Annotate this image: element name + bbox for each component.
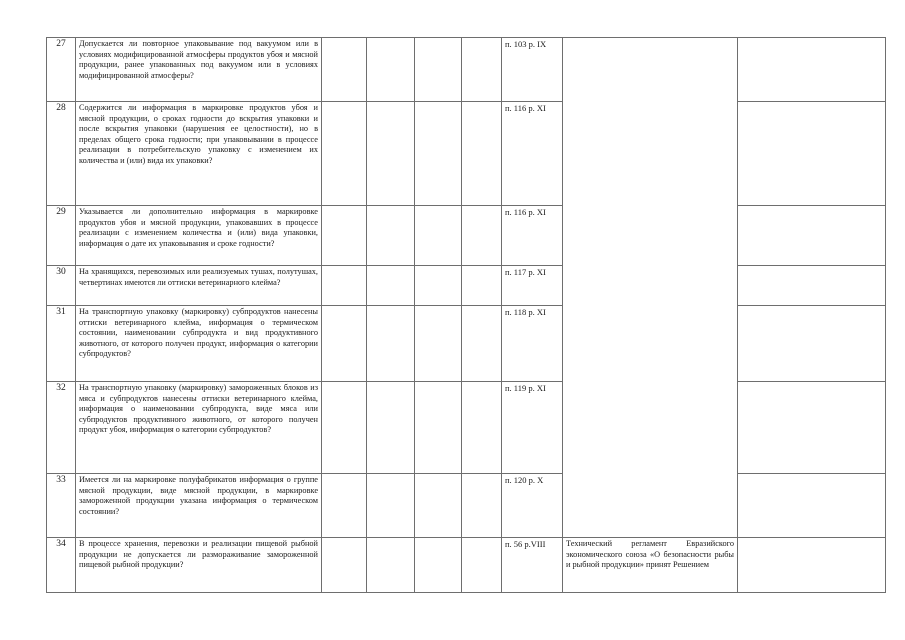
answer-na-cell — [415, 266, 462, 306]
question-text: Указывается ли дополнительно информация в маркировке продуктов убоя и мясной продукции, упаковавших в процессе реализации с изменением количества и (или) вида упаковки, информация о дате их упаковывания и сроке годности? — [76, 206, 322, 266]
table-row — [47, 306, 886, 382]
question-text: Допускается ли повторное упаковывание под вакуумом или в условиях модифицированной атмосферы продуктов убоя и мясной продукции, ранее упакованных под вакуумом или в условиях модифицированной атмосферы? — [76, 38, 322, 102]
answer-no-cell — [367, 102, 415, 206]
answer-extra-cell — [462, 382, 502, 474]
note-cell — [738, 382, 886, 474]
question-text: Имеется ли на маркировке полуфабрикатов информация о группе мясной продукции, виде мясной продукции, в маркировке замороженной продукции указана информация о термическом состоянии? — [76, 474, 322, 538]
table-row — [47, 38, 886, 102]
answer-extra-cell — [462, 266, 502, 306]
row-number: 34 — [47, 538, 76, 593]
reference-clause: п. 103 р. IX — [502, 38, 563, 102]
answer-extra-cell — [462, 538, 502, 593]
answer-na-cell — [415, 38, 462, 102]
reference-clause: п. 119 р. XI — [502, 382, 563, 474]
note-cell — [738, 538, 886, 593]
row-number: 28 — [47, 102, 76, 206]
table-row — [47, 382, 886, 474]
table-row — [47, 206, 886, 266]
row-number: 30 — [47, 266, 76, 306]
question-text: В процессе хранения, перевозки и реализации пищевой рыбной продукции не допускается ли размораживание замороженной пищевой рыбной продукции? — [76, 538, 322, 593]
answer-extra-cell — [462, 306, 502, 382]
question-text: На транспортную упаковку (маркировку) субпродуктов нанесены оттиски ветеринарного клейма, информация о термическом состоянии, наименовании субпродукта и вид продуктивного животного, от которого получен продукт, информация о категории субпродуктов? — [76, 306, 322, 382]
answer-yes-cell — [322, 382, 367, 474]
answer-yes-cell — [322, 266, 367, 306]
note-cell — [738, 38, 886, 102]
answer-extra-cell — [462, 38, 502, 102]
answer-no-cell — [367, 382, 415, 474]
answer-yes-cell — [322, 474, 367, 538]
answer-yes-cell — [322, 102, 367, 206]
question-text: На хранящихся, перевозимых или реализуемых тушах, полутушах, четвертинах имеются ли оттиски ветеринарного клейма? — [76, 266, 322, 306]
table-row — [47, 102, 886, 206]
answer-extra-cell — [462, 102, 502, 206]
row-number: 31 — [47, 306, 76, 382]
answer-yes-cell — [322, 538, 367, 593]
answer-yes-cell — [322, 206, 367, 266]
checklist-table — [46, 37, 886, 593]
answer-na-cell — [415, 538, 462, 593]
question-text: На транспортную упаковку (маркировку) замороженных блоков из мяса и субпродуктов нанесены оттиски ветеринарного клейма, информация о наименовании субпродукта, виде мяса или субпродуктов продуктивного животного, от которого получен продукт убоя, информация о категории субпродуктов? — [76, 382, 322, 474]
table-row — [47, 266, 886, 306]
answer-no-cell — [367, 306, 415, 382]
answer-extra-cell — [462, 206, 502, 266]
regulation-document-text: Технический регламент Евразийского экономического союза «О безопасности рыбы и рыбной продукции» принят Решением — [563, 538, 738, 593]
answer-yes-cell — [322, 38, 367, 102]
answer-na-cell — [415, 382, 462, 474]
answer-yes-cell — [322, 306, 367, 382]
answer-no-cell — [367, 474, 415, 538]
note-cell — [738, 474, 886, 538]
reference-clause: п. 117 р. XI — [502, 266, 563, 306]
note-cell — [738, 306, 886, 382]
reference-clause: п. 120 р. X — [502, 474, 563, 538]
table-row — [47, 538, 886, 593]
answer-no-cell — [367, 538, 415, 593]
row-number: 33 — [47, 474, 76, 538]
reference-clause: п. 116 р. XI — [502, 102, 563, 206]
answer-extra-cell — [462, 474, 502, 538]
note-cell — [738, 266, 886, 306]
reference-clause: п. 56 р.VIII — [502, 538, 563, 593]
answer-na-cell — [415, 102, 462, 206]
note-cell — [738, 206, 886, 266]
row-number: 29 — [47, 206, 76, 266]
answer-na-cell — [415, 306, 462, 382]
reference-clause: п. 118 р. XI — [502, 306, 563, 382]
answer-na-cell — [415, 474, 462, 538]
row-number: 27 — [47, 38, 76, 102]
answer-no-cell — [367, 38, 415, 102]
answer-no-cell — [367, 266, 415, 306]
regulation-document-cell — [563, 38, 738, 538]
row-number: 32 — [47, 382, 76, 474]
answer-no-cell — [367, 206, 415, 266]
table-row — [47, 474, 886, 538]
reference-clause: п. 116 р. XI — [502, 206, 563, 266]
question-text: Содержится ли информация в маркировке продуктов убоя и мясной продукции, о сроках годности до вскрытия упаковки и после вскрытия упаковки (нарушения ее целостности), но в пределах общего срока годности; при упаковывании в процессе реализации в потребительскую упаковку с изменением их количества и (или) вида их упаковки? — [76, 102, 322, 206]
answer-na-cell — [415, 206, 462, 266]
note-cell — [738, 102, 886, 206]
